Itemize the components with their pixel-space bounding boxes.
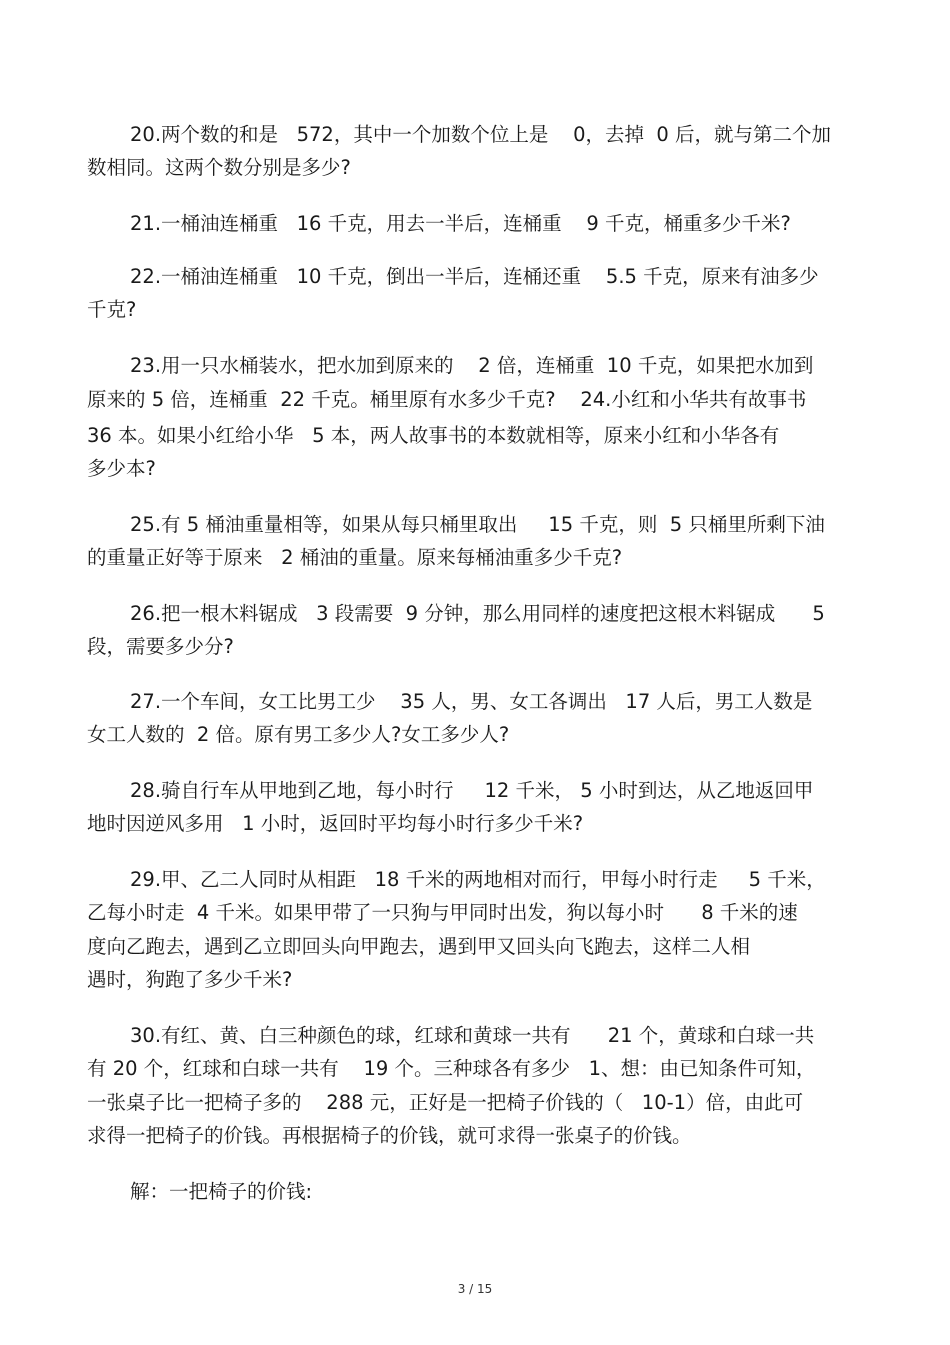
problem-line: 36 本。如果小红给小华 5 本，两人故事书的本数就相等，原来小红和小华各有 xyxy=(87,424,780,447)
problem-line: 原来的 5 倍，连桶重 22 千克。桶里原有水多少千克? 24.小红和小华共有故事书 xyxy=(87,388,807,411)
problem-line: 多少本? xyxy=(87,457,156,480)
problem-line: 的重量正好等于原来 2 桶油的重量。原来每桶油重多少千克? xyxy=(87,546,623,569)
problem-line: 千克? xyxy=(87,298,137,321)
problem-line: 段，需要多少分? xyxy=(87,635,234,658)
problem-line: 29.甲、乙二人同时从相距 18 千米的两地相对而行，甲每小时行走 5 千米， xyxy=(130,868,826,891)
problem-line: 20.两个数的和是 572，其中一个加数个位上是 0，去掉 0 后，就与第二个加 xyxy=(130,123,832,146)
problem-line: 26.把一根木料锯成 3 段需要 9 分钟，那么用同样的速度把这根木料锯成 5 xyxy=(130,602,825,625)
problem-line: 乙每小时走 4 千米。如果甲带了一只狗与甲同时出发，狗以每小时 8 千米的速 xyxy=(87,901,798,924)
problem-line: 女工人数的 2 倍。原有男工多少人?女工多少人? xyxy=(87,723,510,746)
problem-line: 有 20 个，红球和白球一共有 19 个。三种球各有多少 1、想：由已知条件可知， xyxy=(87,1057,816,1080)
problem-line: 地时因逆风多用 1 小时，返回时平均每小时行多少千米? xyxy=(87,812,584,835)
problem-line: 25.有 5 桶油重量相等，如果从每只桶里取出 15 千克，则 5 只桶里所剩下油 xyxy=(130,513,825,536)
page-number: 3 / 15 xyxy=(457,1282,493,1296)
problem-line: 21.一桶油连桶重 16 千克，用去一半后，连桶重 9 千克，桶重多少千米? xyxy=(130,212,791,235)
problem-line: 数相同。这两个数分别是多少? xyxy=(87,156,351,179)
problem-line: 一张桌子比一把椅子多的 288 元，正好是一把椅子价钱的（ 10-1）倍，由此可 xyxy=(87,1091,804,1114)
problem-line: 度向乙跑去，遇到乙立即回头向甲跑去，遇到甲又回头向飞跑去，这样二人相 xyxy=(87,935,751,958)
problem-line: 22.一桶油连桶重 10 千克，倒出一半后，连桶还重 5.5 千克，原来有油多少 xyxy=(130,265,819,288)
problem-line: 23.用一只水桶装水，把水加到原来的 2 倍，连桶重 10 千克，如果把水加到 xyxy=(130,354,814,377)
problem-line: 30.有红、黄、白三种颜色的球，红球和黄球一共有 21 个，黄球和白球一共 xyxy=(130,1024,815,1047)
problem-line: 27.一个车间，女工比男工少 35 人，男、女工各调出 17 人后，男工人数是 xyxy=(130,690,813,713)
problem-line: 遇时，狗跑了多少千米? xyxy=(87,968,293,991)
solution-line: 解：一把椅子的价钱: xyxy=(130,1180,313,1203)
problem-line: 求得一把椅子的价钱。再根据椅子的价钱，就可求得一张桌子的价钱。 xyxy=(87,1124,692,1147)
problem-line: 28.骑自行车从甲地到乙地，每小时行 12 千米， 5 小时到达，从乙地返回甲 xyxy=(130,779,814,802)
